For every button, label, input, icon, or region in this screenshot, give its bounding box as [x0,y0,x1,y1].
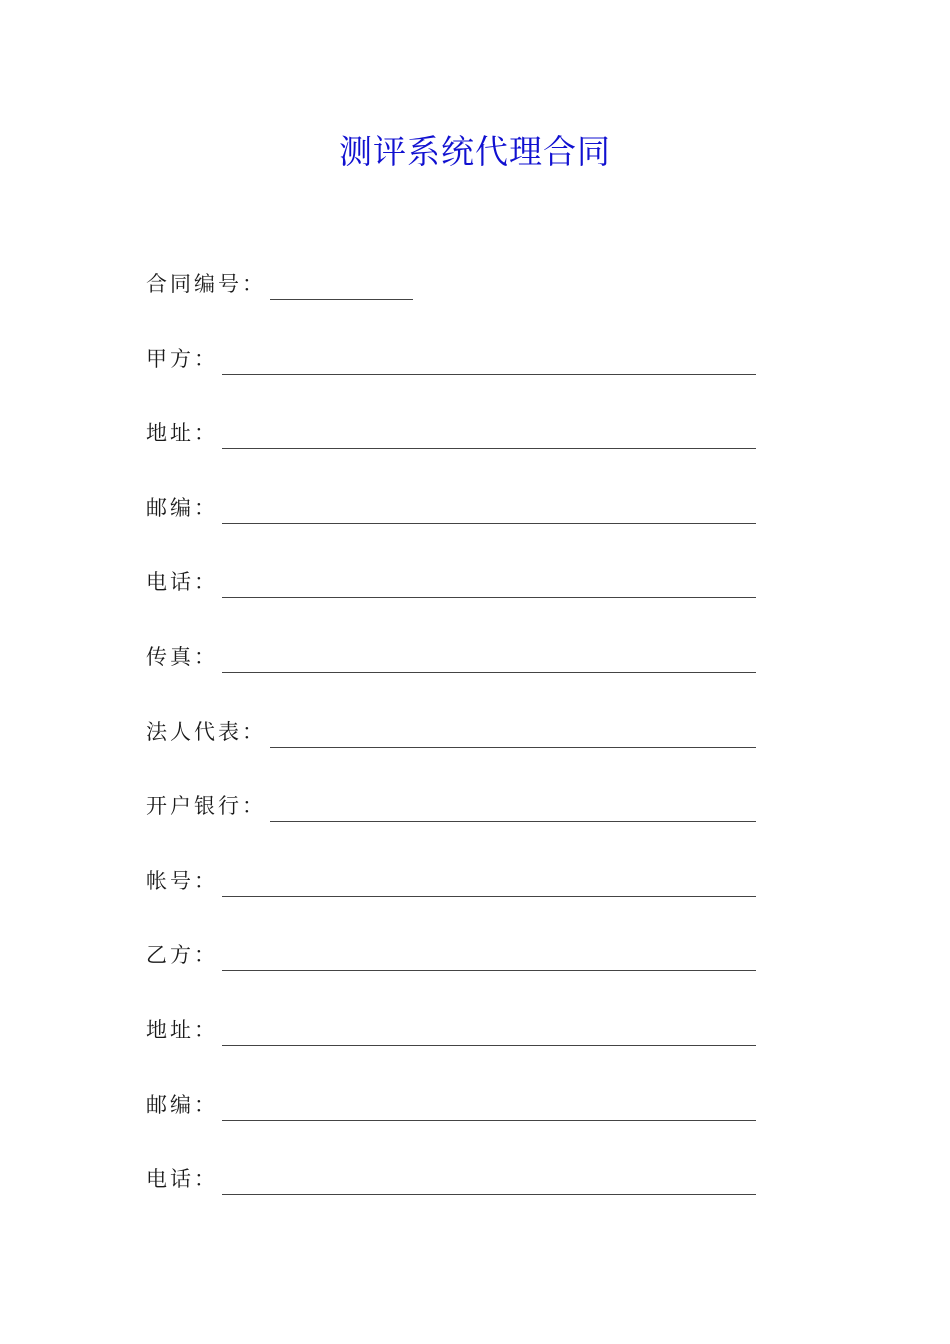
blank-line[interactable] [222,1023,756,1046]
party-a-legal-rep-field[interactable] [146,714,756,748]
blank-line[interactable] [222,650,756,673]
field-label: 乙方： [146,943,218,968]
party-a-account-field[interactable] [146,863,756,897]
blank-line[interactable] [222,575,756,598]
blank-line[interactable] [222,1098,756,1121]
document-title: 测评系统代理合同 [339,132,611,171]
field-label: 地址： [146,1017,218,1042]
party-a-address-field[interactable] [146,415,756,449]
blank-line[interactable] [270,725,756,748]
field-label: 帐号： [146,868,218,893]
field-label: 开户银行： [146,794,266,819]
field-label: 邮编： [146,495,218,520]
blank-line[interactable] [222,426,756,449]
party-b-address-field[interactable] [146,1012,756,1046]
blank-line[interactable] [222,352,756,375]
field-label: 法人代表： [146,719,266,744]
field-label: 甲方： [146,346,218,371]
party-a-phone-field[interactable] [146,564,756,598]
party-a-bank-field[interactable] [146,788,756,822]
field-label: 电话： [146,570,218,595]
party-b-phone-field[interactable] [146,1161,756,1195]
blank-line[interactable] [222,874,756,897]
party-a-field[interactable] [146,341,756,375]
contract-fields [146,266,756,1236]
contract-number-field[interactable] [146,266,756,300]
party-b-field[interactable] [146,937,756,971]
blank-line[interactable] [222,948,756,971]
field-label: 邮编： [146,1092,218,1117]
field-label: 地址： [146,421,218,446]
blank-line[interactable] [222,1172,756,1195]
blank-line[interactable] [270,799,756,822]
field-label: 合同编号： [146,272,266,296]
party-a-fax-field[interactable] [146,639,756,673]
blank-line[interactable] [222,501,756,524]
blank-line[interactable] [270,277,413,300]
party-a-postcode-field[interactable] [146,490,756,524]
field-label: 电话： [146,1167,218,1192]
party-b-postcode-field[interactable] [146,1087,756,1121]
field-label: 传真： [146,644,218,669]
